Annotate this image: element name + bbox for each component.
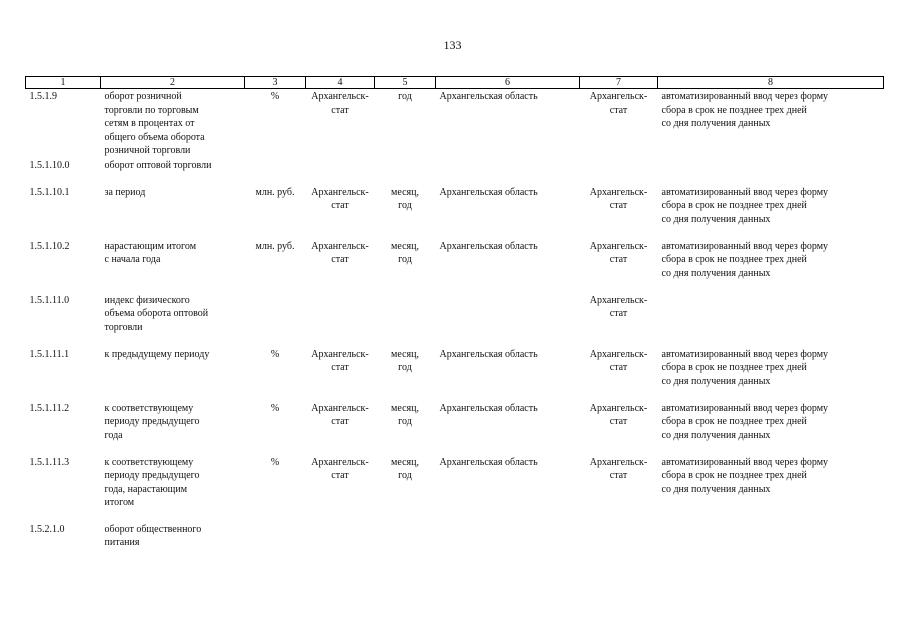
indicator-code: 1.5.1.10.2 [29,240,70,252]
periodicity-cell [375,522,436,562]
periodicity-cell [375,89,436,158]
indicator-code-cell [26,239,101,293]
table-row [26,455,884,522]
responsible-organization: Архангельск- стат [589,456,648,481]
periodicity: месяц, год [391,186,419,211]
responsible-organization-cell [580,185,658,239]
territory-cell [436,158,580,185]
table-body [26,89,884,562]
territory: Архангельская область [439,240,538,252]
unit-of-measure: % [270,348,280,360]
data-source-cell [306,401,375,455]
indicator-name-cell [101,401,245,455]
table-row [26,522,884,562]
territory: Архангельская область [439,186,538,198]
page-number: 133 [443,38,462,52]
input-method-cell [658,89,884,158]
territory-cell [436,239,580,293]
input-method-cell [658,185,884,239]
responsible-organization: Архангельск- стат [589,91,648,116]
input-method: автоматизированный ввод через форму сбора в срок не позднее трех дней со дня получения данных [661,240,829,279]
territory: Архангельская область [439,348,538,360]
territory: Архангельская область [439,91,538,102]
unit-of-measure-cell [245,185,306,239]
column-header: 5 [375,77,436,89]
indicator-name-cell [101,522,245,562]
indicator-name: оборот розничной торговли по торговым сетям в процентах от общего объема оборота розничной торговли [104,91,205,156]
responsible-organization: Архангельск- стат [589,402,648,427]
indicator-name: нарастающим итогом с начала года [104,240,197,265]
indicator-name-cell [101,185,245,239]
data-source: Архангельск- стат [311,91,369,116]
territory-cell [436,455,580,522]
indicator-name-cell [101,455,245,522]
unit-of-measure: % [270,402,280,414]
input-method: автоматизированный ввод через форму сбора в срок не позднее трех дней со дня получения данных [661,402,829,441]
column-header: 8 [658,77,884,89]
unit-of-measure: % [270,456,280,468]
table-row [26,293,884,347]
input-method: автоматизированный ввод через форму сбора в срок не позднее трех дней со дня получения данных [661,456,829,495]
indicator-code-cell [26,522,101,562]
data-source-cell [306,455,375,522]
input-method-cell [658,522,884,562]
responsible-organization: Архангельск- стат [589,294,648,319]
indicator-name: к предыдущему периоду [104,348,210,360]
indicator-name-cell [101,293,245,347]
input-method-cell [658,158,884,185]
periodicity-cell [375,158,436,185]
indicator-code: 1.5.1.10.1 [29,186,70,198]
input-method-cell [658,401,884,455]
data-source-cell [306,158,375,185]
indicator-name-cell [101,239,245,293]
input-method-cell [658,293,884,347]
data-source: Архангельск- стат [311,348,369,373]
responsible-organization: Архангельск- стат [589,240,648,265]
data-source-cell [306,522,375,562]
responsible-organization-cell [580,158,658,185]
data-source: Архангельск- стат [311,240,369,265]
unit-of-measure-cell [245,293,306,347]
indicator-name-cell [101,347,245,401]
unit-of-measure-cell [245,158,306,185]
table-row [26,158,884,185]
responsible-organization-cell [580,522,658,562]
indicator-code-cell [26,185,101,239]
territory-cell [436,347,580,401]
table-row [26,89,884,158]
input-method-cell [658,347,884,401]
indicator-table [25,76,884,562]
indicator-code: 1.5.1.11.0 [29,294,70,306]
responsible-organization: Архангельск- стат [589,348,648,373]
table-row [26,239,884,293]
responsible-organization-cell [580,347,658,401]
indicator-name: к соответствующему периоду предыдущего года, нарастающим итогом [104,456,200,508]
territory-cell [436,401,580,455]
responsible-organization-cell [580,455,658,522]
data-source-cell [306,89,375,158]
indicator-name: за период [104,186,146,198]
indicator-code: 1.5.1.11.3 [29,456,70,468]
periodicity: месяц, год [391,456,419,481]
responsible-organization-cell [580,239,658,293]
territory-cell [436,89,580,158]
column-header: 6 [436,77,580,89]
indicator-code-cell [26,158,101,185]
unit-of-measure-cell [245,239,306,293]
unit-of-measure-cell [245,401,306,455]
column-number-row [26,77,884,89]
indicator-name: оборот общественного питания [104,523,202,548]
data-source: Архангельск- стат [311,456,369,481]
column-header: 4 [306,77,375,89]
indicator-code: 1.5.1.9 [29,91,57,102]
responsible-organization-cell [580,89,658,158]
input-method: автоматизированный ввод через форму сбора в срок не позднее трех дней со дня получения данных [661,348,829,387]
periodicity-cell [375,347,436,401]
table-row [26,347,884,401]
indicator-name-cell [101,158,245,185]
indicator-code: 1.5.1.11.2 [29,402,70,414]
territory-cell [436,185,580,239]
input-method-cell [658,455,884,522]
unit-of-measure: % [270,91,280,102]
territory: Архангельская область [439,456,538,468]
periodicity-cell [375,401,436,455]
periodicity: месяц, год [391,240,419,265]
indicator-name: индекс физического объема оборота оптовой торговли [104,294,209,333]
column-header: 7 [580,77,658,89]
territory-cell [436,522,580,562]
indicator-name: к соответствующему периоду предыдущего года [104,402,200,441]
data-source-cell [306,347,375,401]
unit-of-measure-cell [245,347,306,401]
unit-of-measure-cell [245,89,306,158]
indicator-code-cell [26,293,101,347]
data-source: Архангельск- стат [311,186,369,211]
column-header: 1 [26,77,101,89]
input-method: автоматизированный ввод через форму сбора в срок не позднее трех дней со дня получения данных [661,91,829,129]
periodicity: месяц, год [391,348,419,373]
column-header: 2 [101,77,245,89]
column-header: 3 [245,77,306,89]
data-source-cell [306,239,375,293]
indicator-code: 1.5.1.10.0 [29,159,70,171]
responsible-organization-cell [580,401,658,455]
input-method-cell [658,239,884,293]
unit-of-measure-cell [245,522,306,562]
territory: Архангельская область [439,402,538,414]
responsible-organization: Архангельск- стат [589,186,648,211]
periodicity: год [398,91,412,102]
periodicity-cell [375,185,436,239]
data-source-cell [306,293,375,347]
input-method: автоматизированный ввод через форму сбора в срок не позднее трех дней со дня получения данных [661,186,829,225]
unit-of-measure: млн. руб. [255,186,295,198]
indicator-code: 1.5.2.1.0 [29,523,65,535]
indicator-code-cell [26,401,101,455]
table-row [26,185,884,239]
table-header [26,77,884,89]
periodicity-cell [375,455,436,522]
indicator-code-cell [26,347,101,401]
indicator-code: 1.5.1.11.1 [29,348,70,360]
data-source-cell [306,185,375,239]
indicator-name-cell [101,89,245,158]
indicator-code-cell [26,455,101,522]
periodicity-cell [375,239,436,293]
indicator-name: оборот оптовой торговли [104,159,212,171]
periodicity-cell [375,293,436,347]
responsible-organization-cell [580,293,658,347]
indicator-code-cell [26,89,101,158]
unit-of-measure: млн. руб. [255,240,295,252]
territory-cell [436,293,580,347]
unit-of-measure-cell [245,455,306,522]
table-row [26,401,884,455]
data-source: Архангельск- стат [311,402,369,427]
periodicity: месяц, год [391,402,419,427]
